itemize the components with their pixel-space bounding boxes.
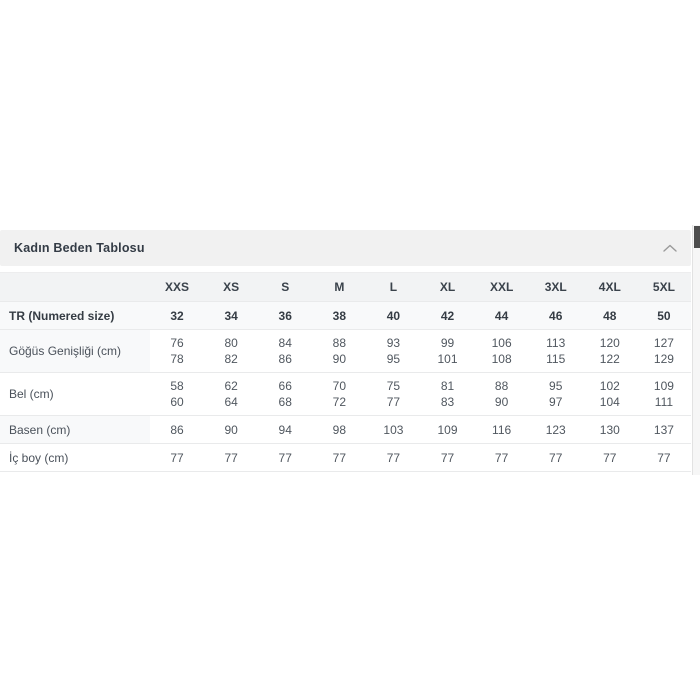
value-cell: 84 86 [278, 336, 292, 366]
size-header-empty-cell [0, 273, 150, 302]
value-cell: 95 97 [549, 379, 563, 409]
value-cell: 113 115 [546, 336, 566, 366]
value-cell: 94 [278, 422, 292, 437]
value-cell: 103 [383, 422, 404, 437]
value-cell: 116 [492, 422, 512, 437]
value-cell: 66 68 [278, 379, 292, 409]
value-cell: 93 95 [386, 336, 401, 366]
chevron-up-icon[interactable] [663, 244, 677, 252]
size-header-cell: XS [204, 273, 258, 302]
size-chart-content [0, 225, 691, 472]
value-cell: 130 [599, 422, 620, 437]
value-cell: 80 82 [224, 336, 238, 366]
value-cell: 99 101 [437, 336, 458, 366]
value-cell: 70 72 [332, 379, 346, 409]
size-header-cell: L [366, 273, 420, 302]
value-cell: 77 [386, 450, 401, 465]
value-cell: 77 [278, 450, 292, 465]
table-row [0, 416, 691, 444]
table-row [0, 444, 691, 472]
value-cell: 102 104 [599, 379, 620, 409]
value-cell: 77 [440, 450, 455, 465]
value-cell: 120 122 [599, 336, 620, 366]
value-cell: 46 [549, 308, 563, 323]
size-header-cell: 3XL [529, 273, 583, 302]
size-chart-accordion-header[interactable] [0, 230, 691, 266]
value-cell: 88 90 [332, 336, 346, 366]
value-cell: 36 [278, 308, 292, 323]
vertical-scrollbar[interactable] [692, 225, 700, 475]
value-cell: 77 [657, 450, 671, 465]
value-cell: 77 [603, 450, 617, 465]
value-cell: 50 [657, 308, 671, 323]
size-header-cell: XXL [475, 273, 529, 302]
value-cell: 42 [440, 308, 455, 323]
value-cell: 86 [170, 422, 184, 437]
value-cell: 77 [332, 450, 346, 465]
size-header-row [0, 273, 691, 302]
value-cell: 40 [386, 308, 401, 323]
value-cell: 75 77 [386, 379, 401, 409]
value-cell: 106 108 [491, 336, 512, 366]
value-cell: 32 [170, 308, 184, 323]
value-cell: 48 [603, 308, 617, 323]
size-table [0, 272, 691, 472]
scrollbar-thumb[interactable] [694, 226, 700, 248]
value-cell: 98 [332, 422, 346, 437]
size-header-cell: 5XL [637, 273, 691, 302]
row-label: Basen (cm) [0, 416, 150, 444]
table-row [0, 302, 691, 330]
value-cell: 44 [494, 308, 509, 323]
row-label: İç boy (cm) [9, 450, 69, 465]
table-row [0, 330, 691, 373]
value-cell: 77 [170, 450, 184, 465]
value-cell: 62 64 [224, 379, 238, 409]
value-cell: 90 [224, 422, 238, 437]
row-label: Bel (cm) [9, 387, 54, 401]
size-header-cell: 4XL [583, 273, 637, 302]
size-header-cell: XXS [150, 273, 204, 302]
value-cell: 77 [224, 450, 238, 465]
size-header-cell: XL [420, 273, 474, 302]
size-table-body [0, 302, 691, 472]
value-cell: 127 129 [653, 336, 674, 366]
size-chart-title: Kadın Beden Tablosu [14, 241, 145, 255]
value-cell: 38 [332, 308, 346, 323]
value-cell: 81 83 [440, 379, 455, 409]
size-header-cell: M [312, 273, 366, 302]
row-label: TR (Numered size) [9, 308, 115, 323]
value-cell: 137 [653, 422, 674, 437]
value-cell: 109 111 [653, 379, 674, 409]
value-cell: 76 78 [170, 336, 184, 366]
value-cell: 123 [545, 422, 566, 437]
size-header-cell: S [258, 273, 312, 302]
value-cell: 88 90 [494, 379, 509, 409]
value-cell: 109 [437, 422, 458, 437]
value-cell: 77 [494, 450, 509, 465]
row-label: Göğüs Genişliği (cm) [0, 330, 150, 373]
value-cell: 34 [224, 308, 238, 323]
size-chart-widget [0, 225, 700, 475]
value-cell: 58 60 [170, 379, 184, 409]
table-row [0, 373, 691, 416]
value-cell: 77 [549, 450, 563, 465]
